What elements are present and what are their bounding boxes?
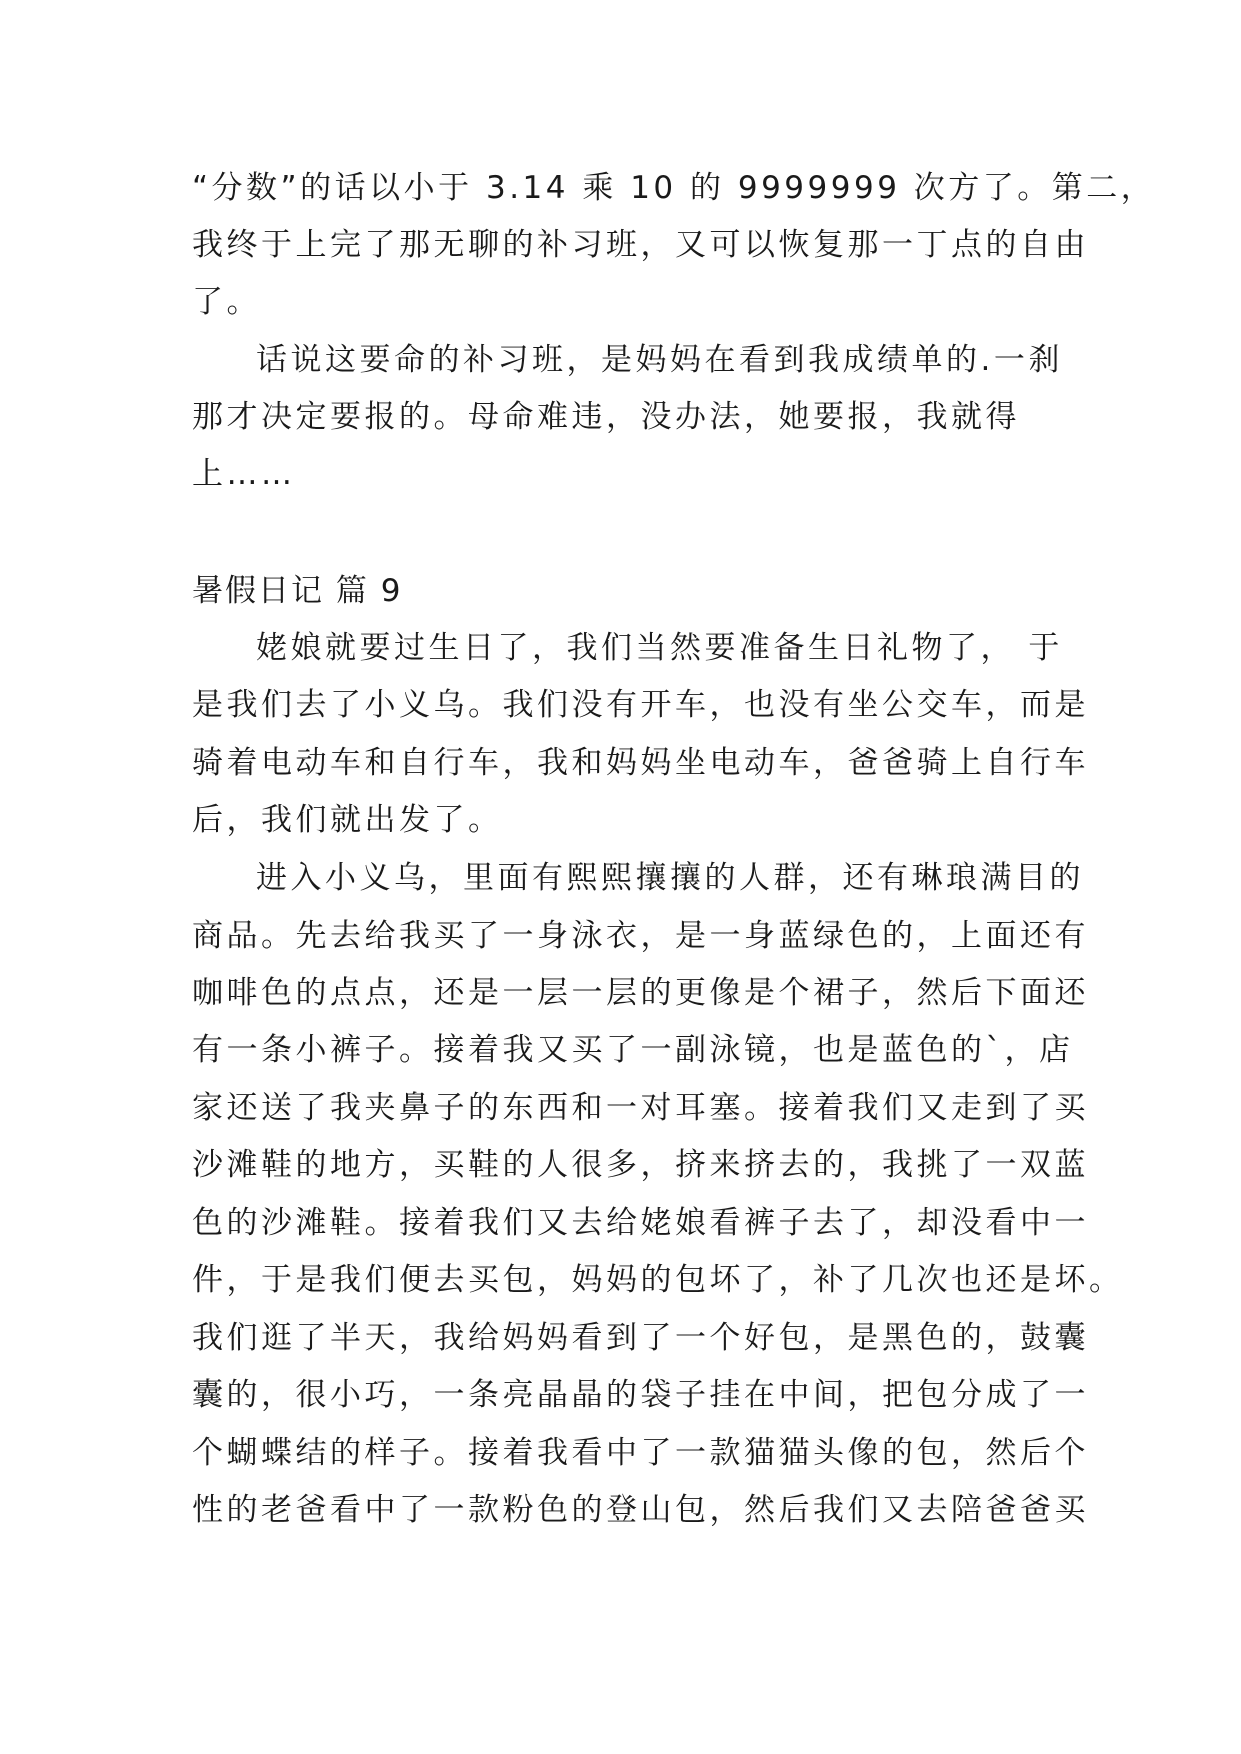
text-line: 我们逛了半天，我给妈妈看到了一个好包，是黑色的，鼓囊 — [192, 1320, 1089, 1356]
text-line: 性的老爸看中了一款粉色的登山包，然后我们又去陪爸爸买 — [192, 1492, 1089, 1528]
text-line: “分数”的话以小于 3.14 乘 10 的 9999999 次方了。第二， — [192, 170, 1156, 206]
text-line: 骑着电动车和自行车，我和妈妈坐电动车，爸爸骑上自行车 — [192, 745, 1089, 781]
text-line: 沙滩鞋的地方，买鞋的人很多，挤来挤去的，我挑了一双蓝 — [192, 1147, 1089, 1183]
text-line: 是我们去了小义乌。我们没有开车，也没有坐公交车，而是 — [192, 687, 1089, 723]
text-line: 我终于上完了那无聊的补习班，又可以恢复那一丁点的自由 — [192, 227, 1089, 263]
text-line: 了。 — [192, 284, 261, 320]
paragraph-first-line: 姥娘就要过生日了，我们当然要准备生日礼物了， 于 — [256, 630, 1063, 666]
paragraph-first-line: 进入小义乌，里面有熙熙攘攘的人群，还有琳琅满目的 — [256, 860, 1084, 896]
text-line: 囊的，很小巧，一条亮晶晶的袋子挂在中间，把包分成了一 — [192, 1377, 1089, 1413]
text-line: 商品。先去给我买了一身泳衣，是一身蓝绿色的，上面还有 — [192, 918, 1089, 954]
paragraph-first-line: 话说这要命的补习班，是妈妈在看到我成绩单的.一刹 — [256, 342, 1063, 378]
text-line: 件，于是我们便去买包，妈妈的包坏了，补了几次也还是坏。 — [192, 1262, 1124, 1298]
text-line: 个蝴蝶结的样子。接着我看中了一款猫猫头像的包，然后个 — [192, 1435, 1089, 1471]
text-line: 有一条小裤子。接着我又买了一副泳镜，也是蓝色的`，店 — [192, 1032, 1074, 1068]
text-line: 色的沙滩鞋。接着我们又去给姥娘看裤子去了，却没看中一 — [192, 1205, 1089, 1241]
text-line: 后，我们就出发了。 — [192, 802, 503, 838]
section-heading: 暑假日记 篇 9 — [192, 573, 403, 609]
text-line: 咖啡色的点点，还是一层一层的更像是个裙子，然后下面还 — [192, 975, 1089, 1011]
text-line: 上…… — [192, 456, 296, 492]
text-line: 家还送了我夹鼻子的东西和一对耳塞。接着我们又走到了买 — [192, 1090, 1089, 1126]
text-line: 那才决定要报的。母命难违，没办法，她要报，我就得 — [192, 399, 1020, 435]
